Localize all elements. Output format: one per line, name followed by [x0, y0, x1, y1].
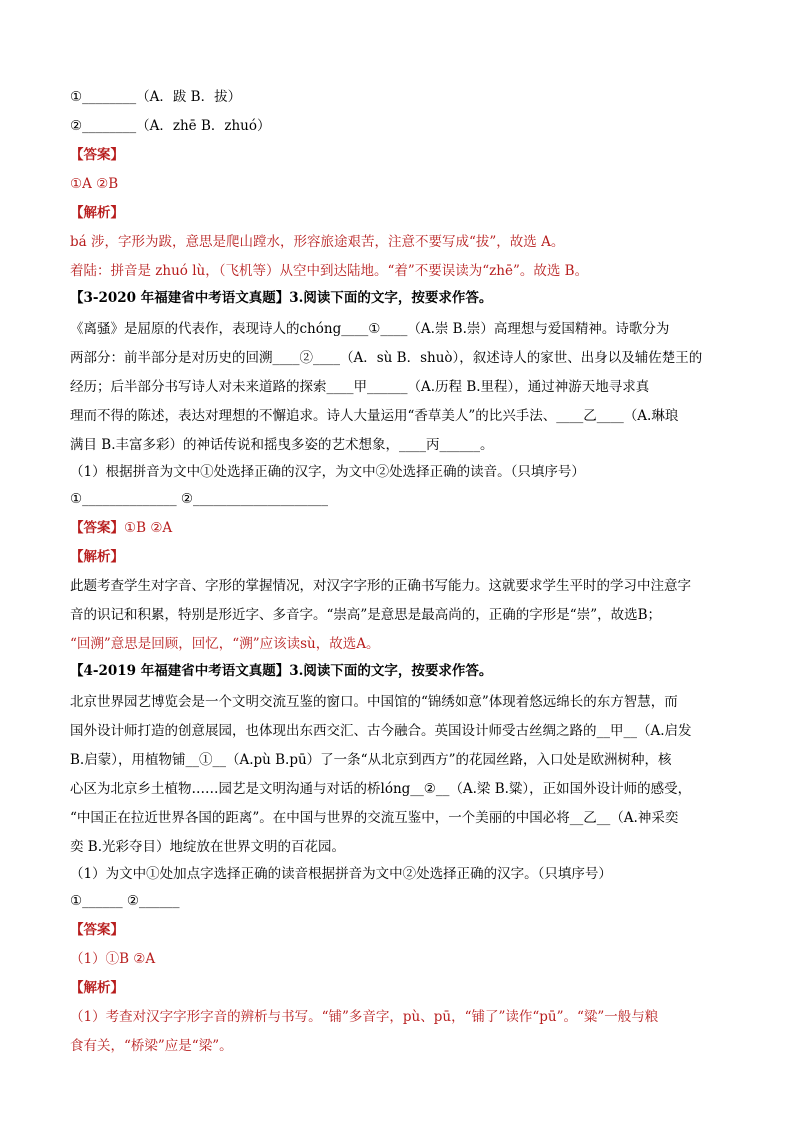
- prev-answer-tag: 【答案】: [70, 147, 124, 163]
- q4-passage-line-3: B.启蒙），用植物铺__①__（A.pù B.pū）了一条“从北京到西方”的花园丝路，入口处是欧洲树种，核: [70, 752, 672, 768]
- prev-analysis-tag: 【解析】: [70, 205, 124, 221]
- q3-passage-line-4: 理而不得的陈述，表达对理想的不懈追求。诗人大量运用“香草美人”的比兴手法、____乙____（A.琳琅: [70, 408, 679, 424]
- q3-passage-line-2: 两部分：前半部分是对历史的回溯____②____（A．sù B．shuò），叙述诗人的家世、出身以及辅佐楚王的: [70, 350, 703, 366]
- prev-item-2: ②________（A．zhē B．zhuó）: [70, 118, 271, 134]
- q3-answer-tag: 【答案】: [70, 520, 124, 536]
- prev-answer: ①A ②B: [70, 176, 119, 192]
- q4-header: 【4-2019 年福建省中考语文真题】3.阅读下面的文字，按要求作答。: [70, 663, 493, 679]
- q4-answer-tag: 【答案】: [70, 922, 124, 938]
- q3-answer: [70, 519, 726, 538]
- q4-answer-value: （1）①B ②A: [70, 951, 156, 967]
- q4-passage-line-1: 北京世界园艺博览会是一个文明交流互鉴的窗口。中国馆的“锦绣如意”体现着悠远绵长的东方智慧，而: [70, 694, 678, 710]
- prev-item-1: ①________（A．跋 B．拔）: [70, 89, 242, 105]
- q3-passage-line-3: 经历；后半部分书写诗人对未来道路的探索____甲______（A.历程 B.里程），通过神游天地寻求真: [70, 379, 650, 395]
- prev-analysis-line-1: bá 涉，字形为跋，意思是爬山蹚水，形容旅途艰苦，注意不要写成“拔”，故选 A。: [70, 234, 565, 250]
- q4-analysis-line-1: （1）考查对汉字字形字音的辨析与书写。“铺”多音字，pù、pū，“铺了”读作“pū”。“粱”一般与粮: [70, 1009, 659, 1025]
- q3-passage-line-1: 《离骚》是屈原的代表作，表现诗人的chóng____①____（A.崇 B.崇）高理想与爱国精神。诗歌分为: [70, 321, 670, 337]
- q3-answer-value: ①B ②A: [124, 520, 173, 536]
- q4-analysis-line-2: 食有关，“桥梁”应是“梁”。: [70, 1038, 233, 1054]
- q3-analysis-tag: 【解析】: [70, 549, 124, 565]
- q4-passage-line-4: 心区为北京乡土植物……园艺是文明沟通与对话的桥lóng__②__（A.梁 B.粱），正如国外设计师的感受，: [70, 781, 692, 797]
- q4-passage-line-2: 国外设计师打造的创意展园，也体现出东西交汇、古今融合。英国设计师受古丝绸之路的__甲__（A.启发: [70, 723, 692, 739]
- q3-blanks: ①______________ ②____________________: [70, 491, 328, 507]
- q3-analysis-line-3: “回溯”意思是回顾，回忆，“溯”应该读sù，故选A。: [70, 636, 380, 652]
- q4-question: （1）为文中①处加点字选择正确的读音根据拼音为文中②处选择正确的汉字。（只填序号）: [70, 866, 612, 882]
- q3-analysis-line-2: 音的识记和积累，特别是形近字、多音字。“崇高”是意思是最高尚的，正确的字形是“崇”，故选B；: [70, 607, 662, 623]
- q3-passage-line-5: 满目 B.丰富多彩）的神话传说和摇曳多姿的艺术想象，____丙______。: [70, 437, 494, 453]
- q4-passage-line-5: “中国正在拉近世界各国的距离”。在中国与世界的交流互鉴中，一个美丽的中国必将__乙__（A.神采奕: [70, 810, 679, 826]
- q3-analysis-line-1: 此题考查学生对字音、字形的掌握情况，对汉字字形的正确书写能力。这就要求学生平时的学习中注意字: [70, 578, 691, 594]
- document-page: [70, 88, 726, 1054]
- q4-analysis-tag: 【解析】: [70, 980, 124, 996]
- prev-analysis-line-2: 着陆：拼音是 zhuó lù，（飞机等）从空中到达陆地。“着”不要误读为“zhē”。故选 B。: [70, 263, 589, 279]
- q3-question: （1）根据拼音为文中①处选择正确的汉字，为文中②处选择正确的读音。（只填序号）: [70, 464, 585, 480]
- q4-blanks: ①______ ②______: [70, 893, 180, 909]
- q3-header: 【3-2020 年福建省中考语文真题】3.阅读下面的文字，按要求作答。: [70, 290, 493, 306]
- q4-passage-line-6: 奕 B.光彩夺目）地绽放在世界文明的百花园。: [70, 839, 346, 855]
